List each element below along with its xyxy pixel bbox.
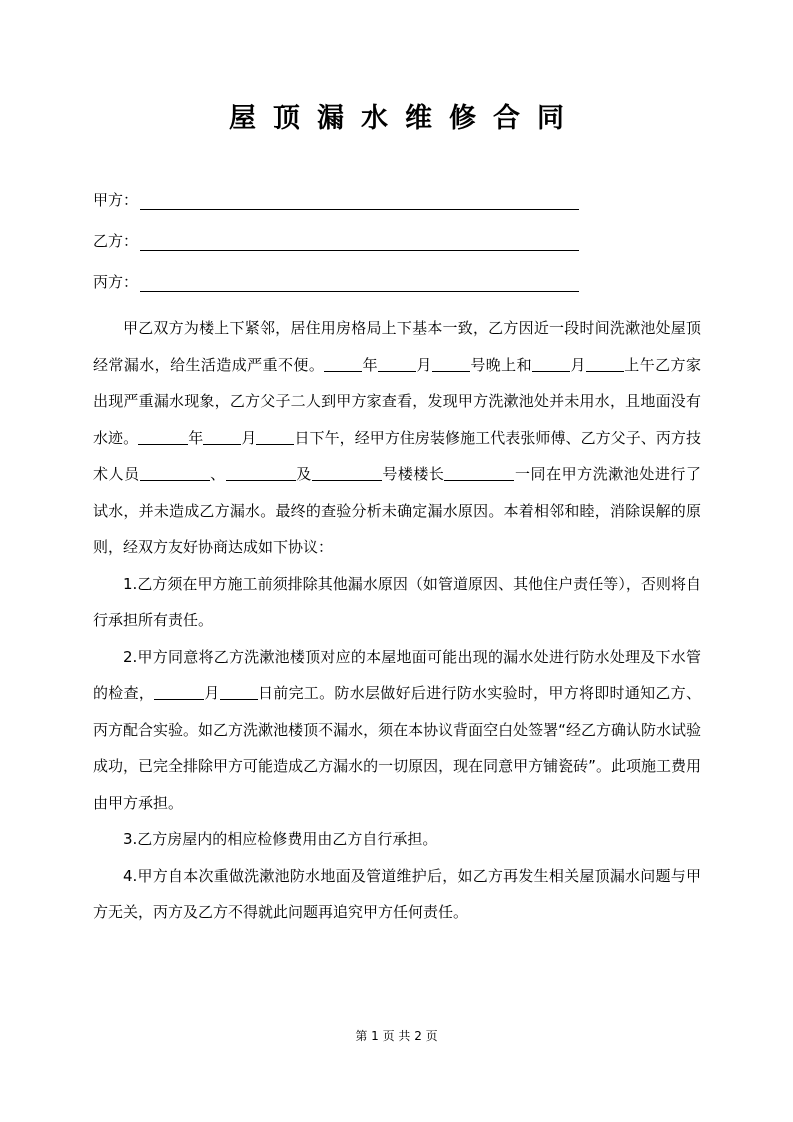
party-b-label: 乙方： xyxy=(93,232,139,250)
intro-text-12: 号楼楼长 xyxy=(381,465,445,483)
blank-finish-month xyxy=(154,682,204,700)
clause-2 xyxy=(93,639,701,822)
blank-technician-2 xyxy=(226,463,296,481)
party-a-blank xyxy=(140,192,579,210)
blank-month-1 xyxy=(378,354,416,372)
clause-4: 4.甲方自本次重做洗漱池防水地面及管道维护后，如乙方再发生相关屋顶漏水问题与甲方无关，丙方及乙方不得就此问题再追究甲方任何责任。 xyxy=(93,866,701,921)
intro-text-1: 甲乙双方为楼上下紧邻，居住用房格局上下基本一致，乙方因近一段时间洗漱池处屋顶经常漏水，给生活造成严重不便。 xyxy=(93,319,701,374)
clause-1: 1.乙方须在甲方施工前须排除其他漏水原因（如管道原因、其他住户责任等），否则将自行承担所有责任。 xyxy=(93,574,701,629)
intro-text-7: 年 xyxy=(188,428,204,447)
blank-month-2 xyxy=(532,354,570,372)
intro-text-8: 月 xyxy=(241,428,257,447)
page-footer: 第 1 页 共 2 页 xyxy=(355,1029,438,1043)
blank-month-3 xyxy=(203,427,241,445)
intro-text-10: 、 xyxy=(209,465,226,483)
party-c-row xyxy=(93,272,579,292)
blank-day-2 xyxy=(586,354,624,372)
party-a-row xyxy=(93,190,579,210)
intro-text-5: 月 xyxy=(570,355,586,374)
intro-text-3: 月 xyxy=(416,355,432,374)
blank-day-3 xyxy=(256,427,294,445)
blank-year-1 xyxy=(324,354,362,372)
blank-building-head xyxy=(444,463,514,481)
intro-text-2: 年 xyxy=(362,355,379,374)
clause-3: 3.乙方房屋内的相应检修费用由乙方自行承担。 xyxy=(123,830,438,848)
contract-body xyxy=(93,310,701,931)
intro-text-9: 日下午，经甲方住房装修施工代表张师傅、乙方父子、丙方技术人员 xyxy=(93,428,701,483)
party-a-label: 甲方： xyxy=(93,191,139,209)
party-c-label: 丙方： xyxy=(93,273,139,291)
intro-text-6: 上午乙方家出现严重漏水现象，乙方父子二人到甲方家查看，发现甲方洗漱池处并未用水，且地面没有水迹。 xyxy=(93,355,701,447)
blank-year-2 xyxy=(138,427,188,445)
intro-text-13: 一同在甲方洗漱池处进行了试水，并未造成乙方漏水。最终的查验分析未确定漏水原因。本着相邻和睦，消除误解的原则，经双方友好协商达成如下协议： xyxy=(93,465,701,556)
intro-text-11: 及 xyxy=(295,465,312,483)
party-c-blank xyxy=(140,274,579,292)
blank-building-no xyxy=(312,463,382,481)
intro-text-4: 号晚上和 xyxy=(469,355,533,374)
clause-2-text-2: 月 xyxy=(204,684,220,702)
blank-technician-1 xyxy=(140,463,210,481)
blank-day-1 xyxy=(432,354,470,372)
blank-finish-day xyxy=(220,682,258,700)
clause-2-text-3: 日前完工。防水层做好后进行防水实验时，甲方将即时通知乙方、丙方配合实验。如乙方洗漱池楼顶不漏水，须在本协议背面空白处签署“经乙方确认防水试验成功，已完全排除甲方可能造成乙方漏水的一切原因，现在同意甲方铺瓷砖”。此项施工费用由甲方承担。 xyxy=(93,684,701,812)
document-title: 屋顶漏水维修合同 xyxy=(229,103,581,134)
intro-paragraph xyxy=(93,310,701,566)
clause-2-text-1: 2.甲方同意将乙方洗漱池楼顶对应的本屋地面可能出现的漏水处进行防水处理及下水管的检查， xyxy=(93,647,701,702)
party-b-row xyxy=(93,231,579,251)
party-b-blank xyxy=(140,233,579,251)
